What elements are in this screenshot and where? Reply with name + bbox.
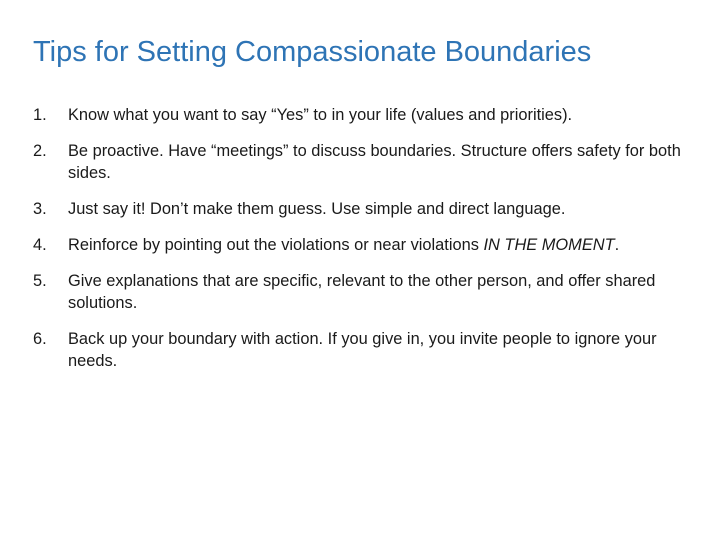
- tip-number: 5.: [33, 272, 47, 290]
- tip-number: 4.: [33, 236, 47, 254]
- tip-text: Just say it! Don’t make them guess. Use simple and direct language.: [68, 200, 566, 218]
- tip-text-main: Reinforce by pointing out the violations or near violations: [68, 236, 484, 254]
- tip-number: 2.: [33, 142, 47, 160]
- tip-text-emphasis: IN THE MOMENT: [483, 236, 615, 254]
- tip-text: Know what you want to say “Yes” to in your life (values and priorities).: [68, 106, 573, 124]
- tips-list: [33, 104, 688, 386]
- tip-item-3: [33, 198, 688, 220]
- tip-text: Back up your boundary with action. If you give in, you invite people to ignore your needs.: [68, 330, 657, 370]
- tip-text-suffix: .: [614, 236, 620, 254]
- tip-item-2: [33, 140, 688, 184]
- tip-text: Give explanations that are specific, relevant to the other person, and offer shared solutions.: [68, 272, 656, 312]
- tip-text: [68, 234, 688, 256]
- tip-item-4: [33, 234, 688, 256]
- tip-number: 6.: [33, 330, 47, 348]
- tip-text: Be proactive. Have “meetings” to discuss boundaries. Structure offers safety for both sides.: [68, 142, 681, 182]
- tip-item-5: [33, 270, 688, 314]
- tip-item-6: [33, 328, 688, 372]
- tip-number: 3.: [33, 200, 47, 218]
- tip-item-1: [33, 104, 688, 126]
- tip-number: 1.: [33, 106, 47, 124]
- slide-title: Tips for Setting Compassionate Boundaries: [33, 36, 592, 68]
